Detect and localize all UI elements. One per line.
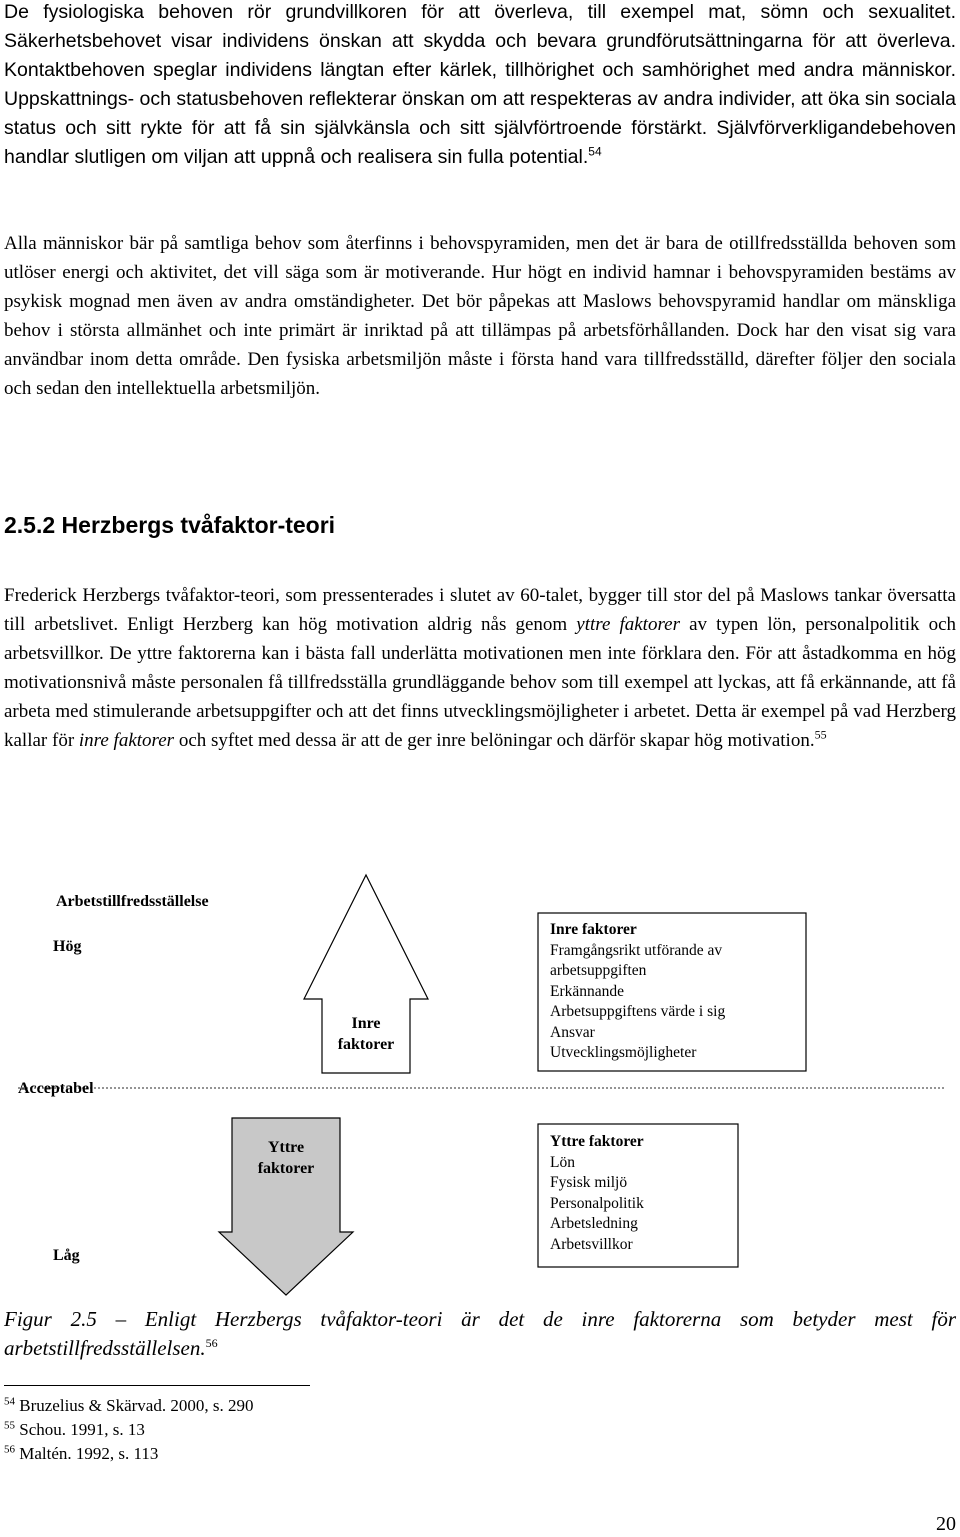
list-item: Utvecklingsmöjligheter xyxy=(550,1044,697,1061)
paragraph-behovspyramid: Alla människor bär på samtliga behov som återfinns i behovspyramiden, men det är bara de otillfredsställda behoven som utlöser energi och aktivitet, det vill säga som är motiverande. Hur högt en individ hamnar i behovspyramiden bestäms av psykisk mognad men även av andra omständigheter. Det bör påpekas att Maslows behovspyramid handlar om mänskliga behov i största allmänhet och inte primärt är inriktad på att tillämpas på arbetsförhållanden. Dock har den visat sig vara användbar inom detta område. Den fysiska arbetsmiljön måste i första hand vara tillfredsställd, därefter följer den sociala och sedan den intellektuella arbetsmiljön. xyxy=(4,233,956,399)
emphasis-yttre-faktorer: yttre faktorer xyxy=(576,614,680,635)
list-item: Framgångsrikt utförande av xyxy=(550,941,723,959)
footnote-separator xyxy=(4,1385,310,1386)
arrow-label-line: faktorer xyxy=(337,1035,395,1053)
arrow-label-line: Inre xyxy=(351,1015,381,1032)
paragraph-text: De fysiologiska behoven rör grundvillkoren för att överleva, till exempel mat, sömn och sexualitet. Säkerhetsbehovet visar individens önskan att skydda och bevara grundförutsättningarna för att överleva. Kontaktbehoven speglar individens längtan efter kärlek, tillhörighet och samhörighet med andra människor. Uppskattnings- och statusbehoven reflekterar önskan om att respekteras av andra individer, att öka sin sociala status och sitt rykte för att få sin självkänsla och sitt självförtroende förstärkt. Självförverkligandebehoven handlar slutligen om viljan att uppnå och realisera sin fulla potential. xyxy=(4,1,956,168)
level-low-label: Låg xyxy=(53,1247,80,1264)
footnote-ref-56: 56 xyxy=(205,1336,218,1350)
footnote-number: 54 xyxy=(4,1395,15,1408)
list-item: Arbetsuppgiftens värde i sig xyxy=(550,1003,726,1020)
level-high-label: Hög xyxy=(53,938,82,955)
footnote-text: Bruzelius & Skärvad. 2000, s. 290 xyxy=(19,1396,254,1415)
outer-box-title: Yttre faktorer xyxy=(550,1133,644,1150)
section-heading: 2.5.2 Herzbergs tvåfaktor-teori xyxy=(4,512,336,538)
list-item: Arbetsvillkor xyxy=(550,1235,633,1253)
lower-arrow-label xyxy=(232,1138,340,1179)
page-number: 20 xyxy=(936,1513,956,1535)
outer-factors-list xyxy=(550,1132,735,1255)
footnote-text: Maltén. 1992, s. 113 xyxy=(19,1444,159,1463)
arrow-label-line: faktorer xyxy=(257,1159,315,1177)
list-item: Arbetsledning xyxy=(550,1215,638,1232)
paragraph-text: av typen lön, personalpolitik och arbetsvillkor. De yttre faktorerna kan i bästa fall underlätta motivationen men inte förklara den. För att åstadkomma en hög motivationsnivå måste personalen få tillfredsställa grundläggande behov som till exempel att lyckas, att få erkännande, att få arbeta med stimulerande arbetsuppgifter och att det finns utvecklingsmöjligheter i arbetet. Detta är exempel på vad Herzberg kallar för xyxy=(4,614,957,751)
inner-box-title: Inre faktorer xyxy=(550,921,637,938)
list-item: Fysisk miljö xyxy=(550,1174,628,1191)
footnote-ref-54: 54 xyxy=(588,144,602,159)
list-item: Lön xyxy=(550,1153,575,1171)
arrow-label-line: Yttre xyxy=(267,1139,305,1156)
footnote xyxy=(4,1395,253,1417)
paragraph-text: och syftet med dessa är att de ger inre belöningar och därför skapar hög motivation. xyxy=(174,730,815,751)
footnote-number: 55 xyxy=(4,1419,15,1432)
upper-arrow-label xyxy=(322,1014,410,1055)
list-item: Ansvar xyxy=(550,1023,595,1041)
footnote xyxy=(4,1419,145,1441)
list-item: arbetsuppgiften xyxy=(550,962,647,979)
axis-title: Arbetstillfredsställelse xyxy=(56,893,209,910)
list-item: Erkännande xyxy=(550,982,625,1000)
footnote xyxy=(4,1443,158,1465)
list-item: Personalpolitik xyxy=(550,1194,644,1212)
inner-factors-list xyxy=(550,920,800,1064)
emphasis-inre-faktorer: inre faktorer xyxy=(78,730,175,751)
footnote-number: 56 xyxy=(4,1443,15,1456)
figure-caption xyxy=(4,1305,956,1363)
footnote-ref-55: 55 xyxy=(814,727,827,742)
paragraph-text: Frederick Herzbergs tvåfaktor-teori, som pressenterades i slutet av 60-talet, bygger till stor del på Maslows tankar översatta till arbetslivet. Enligt Herzberg kan hög motivation aldrig nås genom xyxy=(4,585,956,635)
caption-text: Figur 2.5 – Enligt Herzbergs tvåfaktor-teori är det de inre faktorerna som betyder mest för arbetstillfredsställelsen. xyxy=(4,1307,956,1360)
footnote-text: Schou. 1991, s. 13 xyxy=(19,1420,145,1439)
level-acceptable-label: Acceptabel xyxy=(18,1080,94,1097)
